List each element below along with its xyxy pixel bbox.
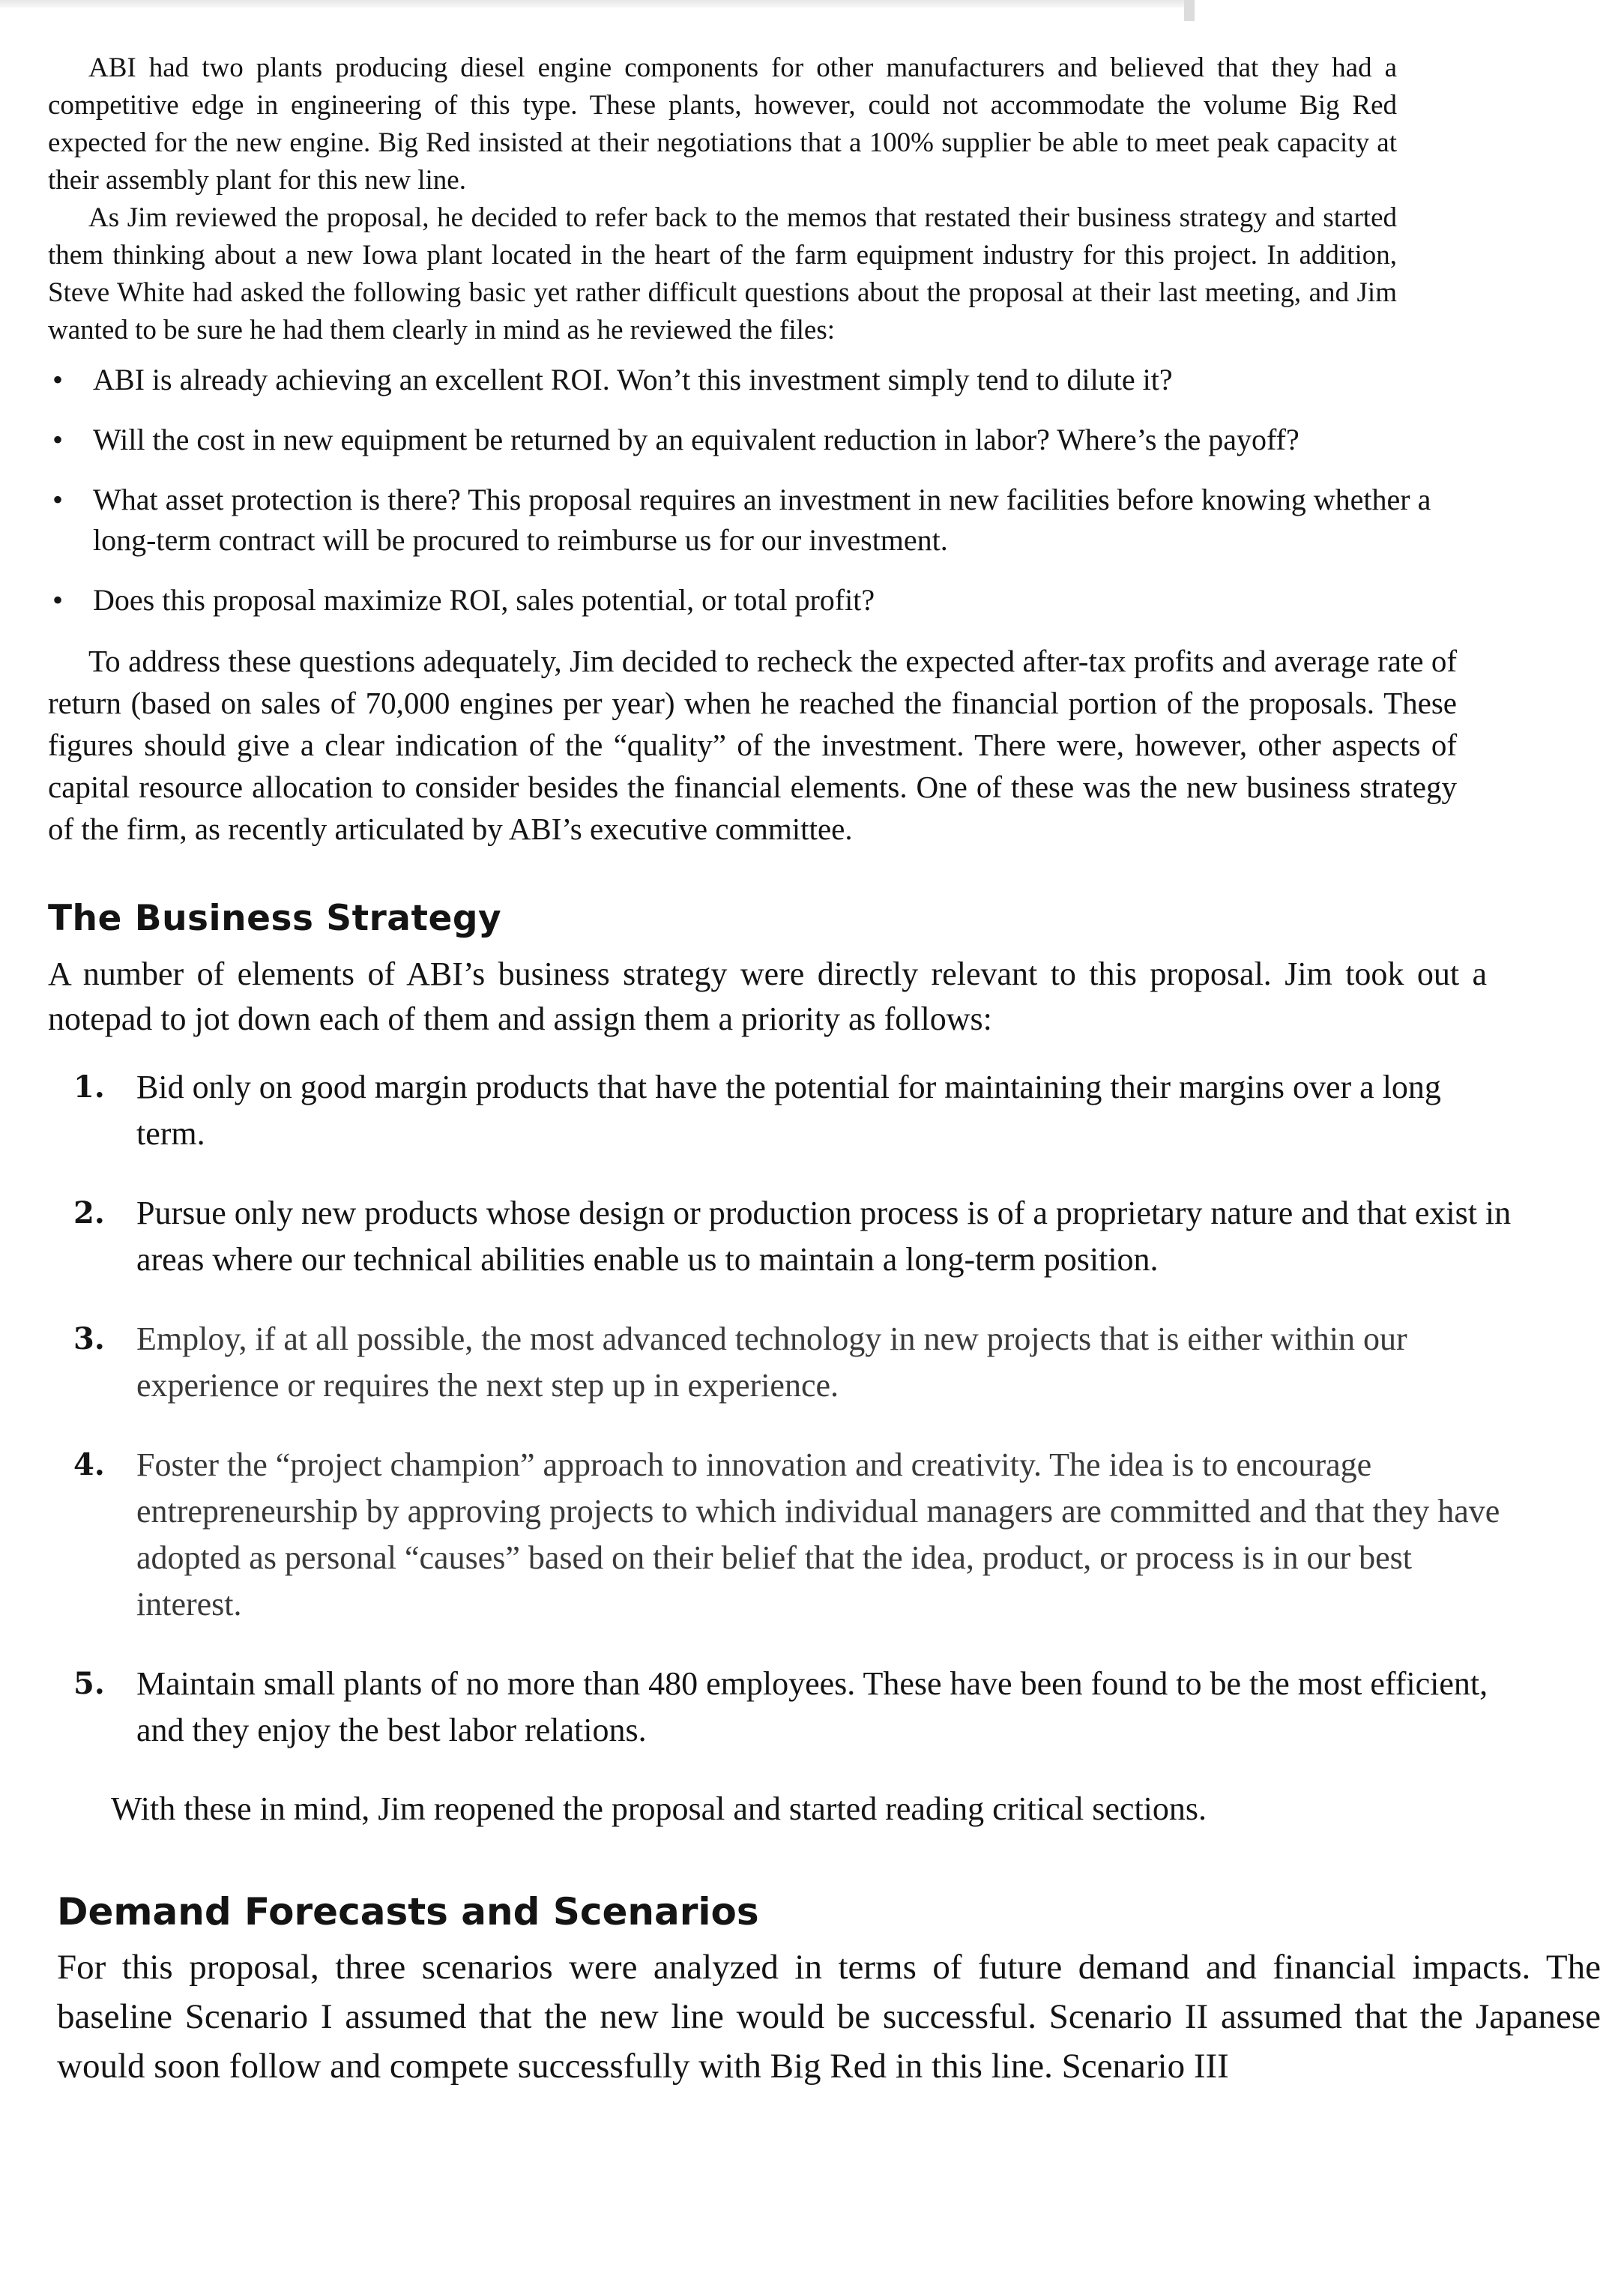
demand-paragraph: For this proposal, three scenarios were analyzed in terms of future demand and financial impacts. The baseline Scenario I assumed that the new line would be successful. Scenario II assumed that the Japanese would soon follow and compete successfully with Big Red in this line. Scenario III	[57, 1948, 1601, 2086]
question-list	[48, 360, 1434, 621]
business-strategy-closing: With these in mind, Jim reopened the proposal and started reading critical sections.	[111, 1790, 1207, 1827]
business-strategy-heading: The Business Strategy	[48, 898, 502, 939]
strategy-item-1	[48, 1064, 1517, 1157]
strategy-item-number: 3.	[73, 1321, 105, 1356]
strategy-item-5	[48, 1661, 1517, 1754]
question-text: What asset protection is there? This proposal requires an investment in new facilities before knowing whether a long-term contract will be procured to reimburse us for our investment.	[93, 483, 1431, 557]
intro-paragraph-1	[48, 49, 1397, 199]
strategy-item-text: Maintain small plants of no more than 480 employees. These have been found to be the most efficient, and they enjoy the best labor relations.	[136, 1665, 1488, 1748]
question-text: ABI is already achieving an excellent ROI. Won’t this investment simply tend to dilute it?	[93, 363, 1173, 396]
bullet-icon: •	[52, 423, 64, 456]
page-top-edge	[0, 0, 1184, 7]
question-text: Will the cost in new equipment be returned by an equivalent reduction in labor? Where’s the payoff?	[93, 423, 1299, 456]
question-item	[48, 480, 1434, 561]
address-paragraph-text: To address these questions adequately, Jim decided to recheck the expected after-tax profits and average rate of return (based on sales of 70,000 engines per year) when he reached the financial portion of the proposals. These figures should give a clear indication of the “quality” of the investment. There were, however, other aspects of capital resource allocation to consider besides the financial elements. One of these was the new business strategy of the firm, as recently articulated by ABI’s executive committee.	[48, 644, 1457, 846]
strategy-item-text: Bid only on good margin products that have the potential for maintaining their margins over a long term.	[136, 1069, 1441, 1152]
address-paragraph	[48, 640, 1457, 850]
strategy-item-number: 2.	[73, 1195, 105, 1231]
intro-paragraph-1-text: ABI had two plants producing diesel engine components for other manufacturers and believed that they had a competitive edge in engineering of this type. These plants, however, could not accommodate the volume Big Red expected for the new engine. Big Red insisted at their negotiations that a 100% supplier be able to meet peak capacity at their assembly plant for this new line.	[48, 52, 1397, 196]
intro-paragraph-2	[48, 199, 1397, 349]
strategy-list	[48, 1064, 1517, 1754]
bullet-icon: •	[52, 483, 64, 516]
strategy-item-text: Pursue only new products whose design or production process is of a proprietary nature and that exist in areas where our technical abilities enable us to maintain a long-term position.	[136, 1195, 1512, 1278]
strategy-item-number: 4.	[73, 1447, 105, 1482]
strategy-item-2	[48, 1190, 1517, 1283]
strategy-item-number: 5.	[73, 1666, 105, 1701]
question-item	[48, 580, 1434, 621]
business-strategy-intro: A number of elements of ABI’s business strategy were directly relevant to this proposal. Jim took out a notepad to jot down each of them and assign them a priority as follows:	[48, 956, 1487, 1037]
document-page	[48, 49, 1601, 2091]
page-corner-mark	[1184, 0, 1195, 21]
demand-forecasts-heading: Demand Forecasts and Scenarios	[57, 1890, 759, 1934]
question-item	[48, 420, 1434, 460]
bullet-icon: •	[52, 363, 64, 396]
strategy-item-3	[48, 1316, 1517, 1409]
strategy-item-text: Foster the “project champion” approach to innovation and creativity. The idea is to encourage entrepreneurship by approving projects to which individual managers are committed and that they have adopted as personal “causes” based on their belief that the idea, product, or process is in our best interest.	[136, 1446, 1500, 1623]
strategy-item-number: 1.	[73, 1069, 105, 1105]
question-text: Does this proposal maximize ROI, sales potential, or total profit?	[93, 583, 875, 617]
strategy-item-text: Employ, if at all possible, the most advanced technology in new projects that is either within our experience or requires the next step up in experience.	[136, 1320, 1407, 1404]
strategy-item-4	[48, 1442, 1517, 1628]
question-item	[48, 360, 1434, 400]
intro-paragraph-2-text: As Jim reviewed the proposal, he decided to refer back to the memos that restated their business strategy and started them thinking about a new Iowa plant located in the heart of the farm equipment industry for this project. In addition, Steve White had asked the following basic yet rather difficult questions about the proposal at their last meeting, and Jim wanted to be sure he had them clearly in mind as he reviewed the files:	[48, 202, 1397, 345]
bullet-icon: •	[52, 583, 64, 617]
